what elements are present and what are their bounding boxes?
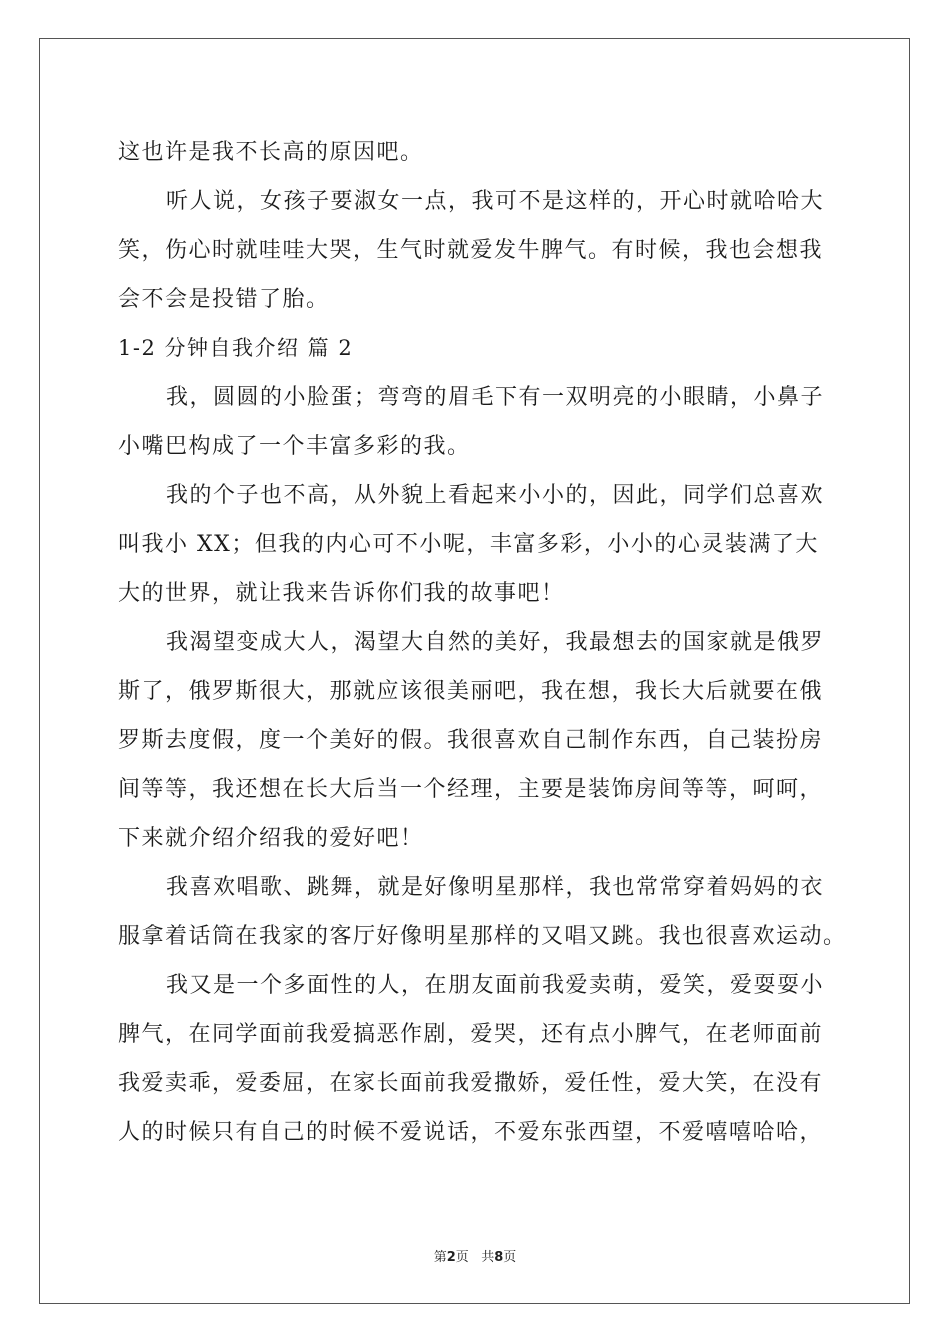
text-line: 会不会是投错了胎。	[118, 287, 330, 312]
text-line: 服拿着话筒在我家的客厅好像明星那样的又唱又跳。我也很喜欢运动。	[118, 924, 847, 949]
text-line: 我喜欢唱歌、跳舞，就是好像明星那样，我也常常穿着妈妈的衣	[166, 875, 825, 900]
footer-current-page: 2	[446, 1250, 456, 1265]
text-line: 我的个子也不高，从外貌上看起来小小的，因此，同学们总喜欢	[166, 483, 825, 508]
text-line: 斯了，俄罗斯很大，那就应该很美丽吧，我在想，我长大后就要在俄	[118, 679, 824, 704]
text-line: 叫我小 XX；但我的内心可不小呢，丰富多彩，小小的心灵装满了大	[118, 532, 819, 557]
text-line: 这也许是我不长高的原因吧。	[118, 140, 424, 165]
document-body	[118, 128, 848, 1157]
footer-prefix: 第	[433, 1250, 447, 1265]
text-line: 笑，伤心时就哇哇大哭，生气时就爱发牛脾气。有时候，我也会想我	[118, 238, 824, 263]
text-line: 大的世界，就让我来告诉你们我的故事吧！	[118, 581, 565, 606]
text-line: 罗斯去度假，度一个美好的假。我很喜欢自己制作东西，自己装扮房	[118, 728, 824, 753]
footer-middle: 页 共	[455, 1250, 495, 1265]
text-line: 下来就介绍介绍我的爱好吧！	[118, 826, 424, 851]
text-line: 我，圆圆的小脸蛋；弯弯的眉毛下有一双明亮的小眼睛，小鼻子	[166, 385, 825, 410]
text-line: 小嘴巴构成了一个丰富多彩的我。	[118, 434, 471, 459]
page-footer	[0, 1246, 950, 1265]
section-heading: 1-2 分钟自我介绍 篇 2	[118, 336, 354, 360]
footer-suffix: 页	[503, 1250, 517, 1265]
text-line: 听人说，女孩子要淑女一点，我可不是这样的，开心时就哈哈大	[166, 189, 825, 214]
text-line: 我渴望变成大人，渴望大自然的美好，我最想去的国家就是俄罗	[166, 630, 825, 655]
footer-total-pages: 8	[494, 1250, 504, 1265]
text-line: 间等等，我还想在长大后当一个经理，主要是装饰房间等等，呵呵，	[118, 777, 824, 802]
text-line: 我爱卖乖，爱委屈，在家长面前我爱撒娇，爱任性，爱大笑，在没有	[118, 1071, 824, 1096]
text-line: 我又是一个多面性的人，在朋友面前我爱卖萌，爱笑，爱耍耍小	[166, 973, 825, 998]
text-line: 人的时候只有自己的时候不爱说话，不爱东张西望，不爱嘻嘻哈哈，	[118, 1120, 824, 1145]
text-line: 脾气，在同学面前我爱搞恶作剧，爱哭，还有点小脾气，在老师面前	[118, 1022, 824, 1047]
